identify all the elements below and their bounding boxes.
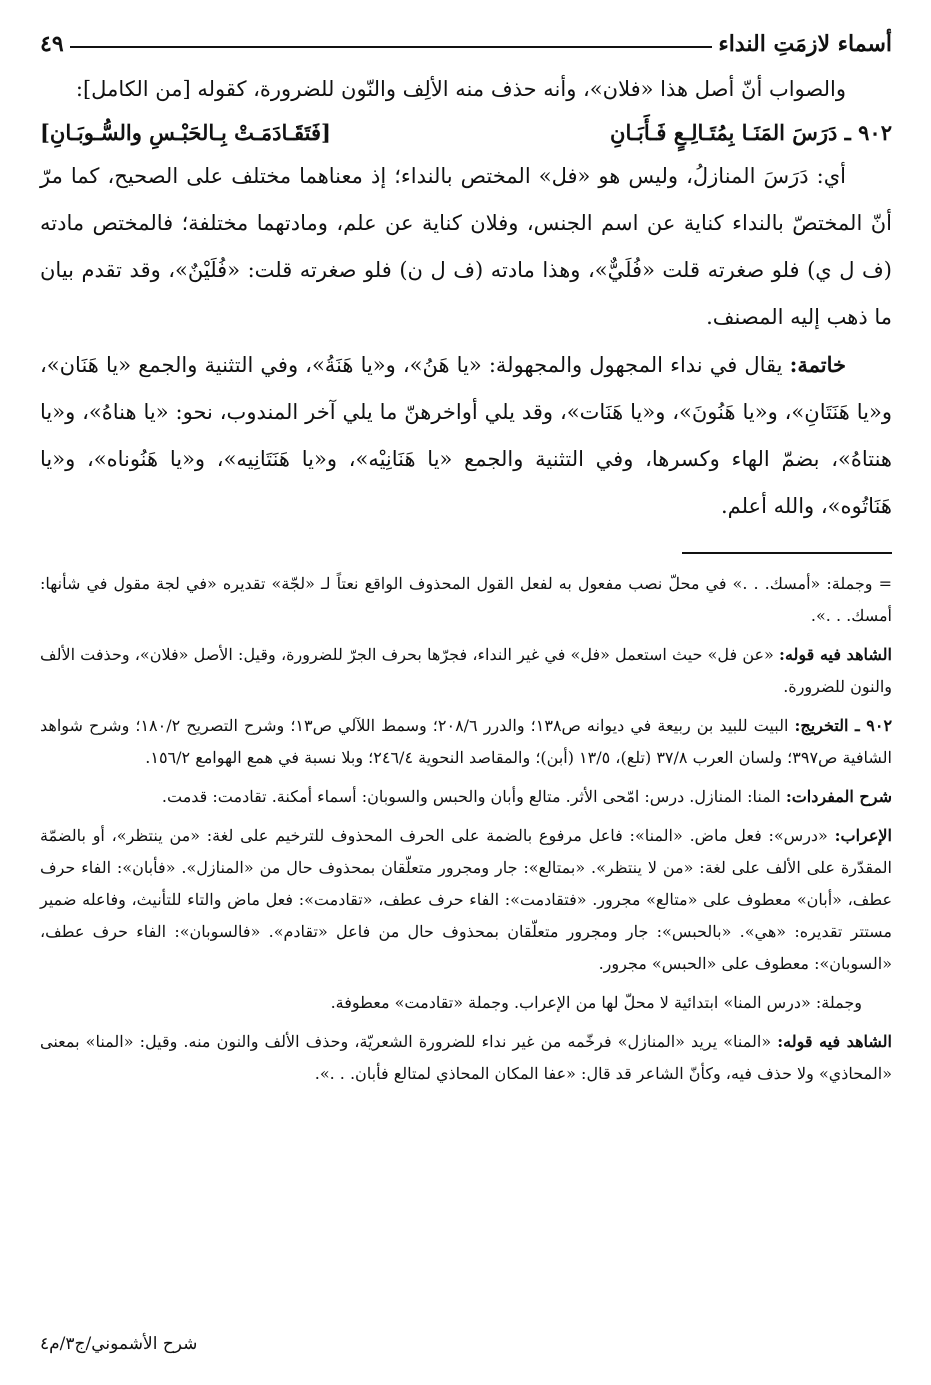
footnote-irab xyxy=(40,820,892,980)
shahid-text: «عن فل» حيث استعمل «فل» في غير النداء، فجرّها بحرف الجرّ للضرورة، وقيل: الأصل «فلان»، وحذفت الألف والنون للضرورة. xyxy=(40,645,892,696)
conclusion-text: يقال في نداء المجهول والمجهولة: «يا هَنُ»، و«يا هَنَةُ»، وفي التثنية والجمع «يا هَنَان»، و«يا هَنَتَانِ»، و«يا هَنُونَ»، و«يا هَنَات»، وقد يلي أواخرهنّ ما يلي آخر المندوب، نحو: «يا هناهُ»، و«يا هنتاهُ»، بضمّ الهاء وكسرها، وفي التثنية والجمع «يا هَنَانِيْه»، و«يا هَنَتَانِيه»، و«يا هَنُوناه»، و«يا هَنَاتُوه»، والله أعلم. xyxy=(40,353,892,518)
footnote-continuation: = وجملة: «أمسك. . .» في محلّ نصب مفعول به لفعل القول المحذوف الواقع نعتاً لـ «لجّة» تقديره «في لجة مقول في شأنها: أمسك. . .». xyxy=(40,574,892,625)
book-page xyxy=(40,22,892,1362)
header-rule xyxy=(70,46,713,48)
paragraph-explanation: أي: دَرَسَ المنازلُ، وليس هو «فل» المختص بالنداء؛ إذ معناهما مختلف على الصحيح، كما مرّ أنّ المختصّ بالنداء كناية عن اسم الجنس، وفلان كناية عن علم، ومادتهما مختلفة؛ فالمختص مادته (ف ل ي) فلو صغرته قلت «فُلَيٌّ»، وهذا مادته (ف ل ن) فلو صغرته قلت: «فُلَيْنٌ»، وقد تقدم بيان ما ذهب إليه المصنف. xyxy=(40,164,892,329)
book-signature: شرح الأشموني/ج٣/م٤ xyxy=(40,1334,198,1354)
verse-second-hemistich: [فَتَقَـادَمَـتْ بِـالحَبْـسِ والسُّـوبَـانِ] xyxy=(40,120,331,145)
shahid-label-2: الشاهد فيه قوله: xyxy=(777,1032,893,1051)
page-number: ٤٩ xyxy=(40,31,64,57)
footnote-takhrij xyxy=(40,710,892,774)
footnote-shahid-muna xyxy=(40,1026,892,1090)
conclusion-label: خاتمة: xyxy=(789,352,846,377)
shahid-text-2: «المنا» يريد «المنازل» فرخّمه من غير نداء للضرورة الشعريّة، وحذف الألف والنون منه. وقيل: «المنا» بمعنى «المحاذي» ولا حذف فيه، وكأنّ الشاعر قد قال: «عفا المكان المحاذي لمتالع فأبان. . .». xyxy=(40,1032,892,1083)
vocabulary-label: شرح المفردات: xyxy=(785,787,892,806)
vocabulary-text: المنا: المنازل. درس: امّحى الأثر. متالع وأبان والحبس والسوبان: أسماء أمكنة. تقادمت: قدمت. xyxy=(161,787,786,806)
irab-text: «درس»: فعل ماض. «المنا»: فاعل مرفوع بالضمة على الحرف المحذوف للترخيم على لغة: «من ينتظر»، أو بالضمّة المقدّرة على الألف على لغة: «من لا ينتظر». «بمتالع»: جار ومجرور متعلّقان بمحذوف حال من «المنازل». «فأبان»: الفاء حرف عطف، «أبان» معطوف على «متالع» مجرور. «فتقادمت»: الفاء حرف عطف، «تقادمت»: فعل ماض والتاء للتأنيث، وفاعله ضمير مستتر تقديره: «هي». «بالحبس»: جار ومجرور متعلّقان بمحذوف حال من فاعل «تقادم». «فالسوبان»: الفاء حرف عطف، «السوبان»: معطوف على «الحبس» مجرور. xyxy=(40,826,893,973)
footnote-shahid-fl xyxy=(40,639,892,703)
takhrij-label: ٩٠٢ ـ التخريج: xyxy=(794,716,893,735)
takhrij-text: البيت للبيد بن ربيعة في ديوانه ص١٣٨؛ والدرر ٢٠٨/٦؛ وسمط اللآلي ص١٣؛ وشرح التصريح ١٨٠/٢؛ وشرح شواهد الشافية ص٣٩٧؛ ولسان العرب ٣٧/٨ (تلع)، ١٣/٥ (أبن)؛ والمقاصد النحوية ٢٤٦/٤؛ وبلا نسبة في همع الهوامع ١٥٦/٢. xyxy=(40,716,892,767)
footnote-divider xyxy=(682,552,892,554)
main-text xyxy=(40,66,892,530)
page-header xyxy=(40,22,892,66)
verse-first-hemistich: ٩٠٢ ـ دَرَسَ المَنَـا بِمُتَـالِـعٍ فَـأَبَـانِ xyxy=(610,120,892,145)
footnotes xyxy=(40,568,892,1090)
paragraph-conclusion xyxy=(40,341,892,530)
shahid-label: الشاهد فيه قوله: xyxy=(779,645,892,664)
footnote-sentence-note: وجملة: «درس المنا» ابتدائية لا محلّ لها من الإعراب. وجملة «تقادمت» معطوفة. xyxy=(330,993,862,1012)
running-title: أسماء لازمَتِ النداء xyxy=(718,31,892,57)
verse-902 xyxy=(40,113,892,153)
paragraph-correction: والصواب أنّ أصل هذا «فلان»، وأنه حذف منه الألِف والنّون للضرورة، كقوله [من الكامل]: xyxy=(75,77,846,101)
irab-label: الإعراب: xyxy=(834,826,892,845)
footnote-vocabulary xyxy=(40,781,892,813)
